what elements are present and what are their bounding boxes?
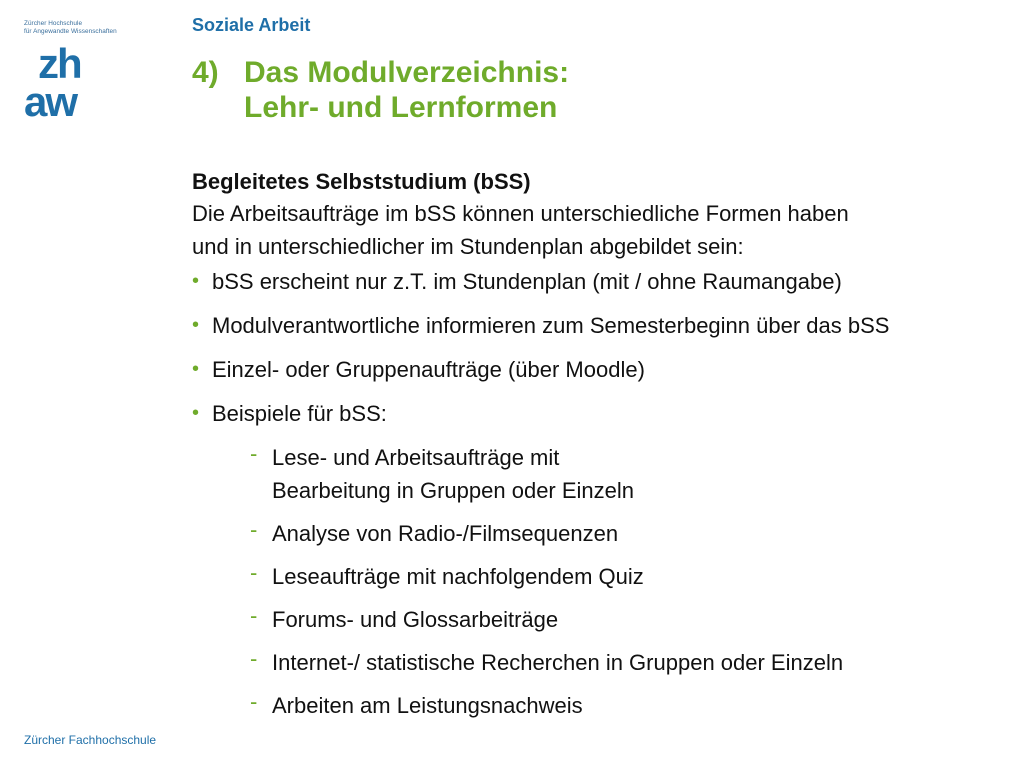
dash-icon: - <box>250 517 258 542</box>
title-line-1 <box>192 55 569 90</box>
sub-list-item <box>250 441 1012 507</box>
bullet-dot-icon: • <box>192 270 200 292</box>
dash-icon: - <box>250 646 258 671</box>
title-line-2: Lehr- und Lernformen <box>244 91 558 124</box>
bullet-text: Einzel- oder Gruppenaufträge (über Moodle) <box>212 357 645 382</box>
footer-label: Zürcher Fachhochschule <box>24 733 157 747</box>
bullet-dot-icon: • <box>192 358 200 380</box>
sub-item-text: Lese- und Arbeitsaufträge mit Bearbeitung in Gruppen oder Einzeln <box>272 445 635 503</box>
sub-item-text: Internet-/ statistische Recherchen in Gruppen oder Einzeln <box>272 650 844 675</box>
bullet-list <box>192 267 1012 443</box>
intro-line-2: und in unterschiedlicher im Stundenplan abgebildet sein: <box>192 234 744 259</box>
slide-content <box>192 167 1012 732</box>
dash-icon: - <box>250 689 258 714</box>
bullet-dot-icon: • <box>192 402 200 424</box>
zhaw-logo <box>24 44 104 120</box>
department-label: Soziale Arbeit <box>192 15 311 35</box>
bullet-item <box>192 311 1012 355</box>
zhaw-logo-top: zh <box>38 44 81 87</box>
sub-item-text: Leseaufträge mit nachfolgendem Quiz <box>272 564 644 589</box>
sub-list-item <box>250 560 1012 593</box>
section-heading: Begleitetes Selbststudium (bSS) <box>192 169 531 194</box>
slide-title <box>192 55 569 125</box>
title-text-1: Das Modulverzeichnis: <box>244 56 570 89</box>
sub-item-text: Forums- und Glossarbeiträge <box>272 607 559 632</box>
bullet-text: Beispiele für bSS: <box>212 401 387 426</box>
dash-icon: - <box>250 560 258 585</box>
dash-icon: - <box>250 441 258 466</box>
sub-list-item <box>250 689 1012 722</box>
dash-icon: - <box>250 603 258 628</box>
bullet-text: Modulverantwortliche informieren zum Semesterbeginn über das bSS <box>212 313 890 338</box>
sub-item-text: Analyse von Radio-/Filmsequenzen <box>272 521 619 546</box>
sub-list-item <box>250 603 1012 636</box>
bullet-dot-icon: • <box>192 314 200 336</box>
bullet-item <box>192 267 1012 311</box>
title-number: 4) <box>192 56 219 89</box>
sub-list-item <box>250 646 1012 679</box>
intro-line-1: Die Arbeitsaufträge im bSS können unterschiedliche Formen haben <box>192 201 849 226</box>
logo-block <box>24 20 134 120</box>
bullet-text: bSS erscheint nur z.T. im Stundenplan (mit / ohne Raumangabe) <box>212 269 842 294</box>
org-name-line2: für Angewandte Wissenschaften <box>24 28 117 35</box>
bullet-item <box>192 355 1012 399</box>
sub-item-text: Arbeiten am Leistungsnachweis <box>272 693 583 718</box>
org-name-line1: Zürcher Hochschule <box>24 20 83 27</box>
bullet-item <box>192 399 1012 443</box>
sub-bullet-list <box>192 441 1012 722</box>
sub-list-item <box>250 517 1012 550</box>
zhaw-logo-bottom: aw <box>24 78 77 120</box>
